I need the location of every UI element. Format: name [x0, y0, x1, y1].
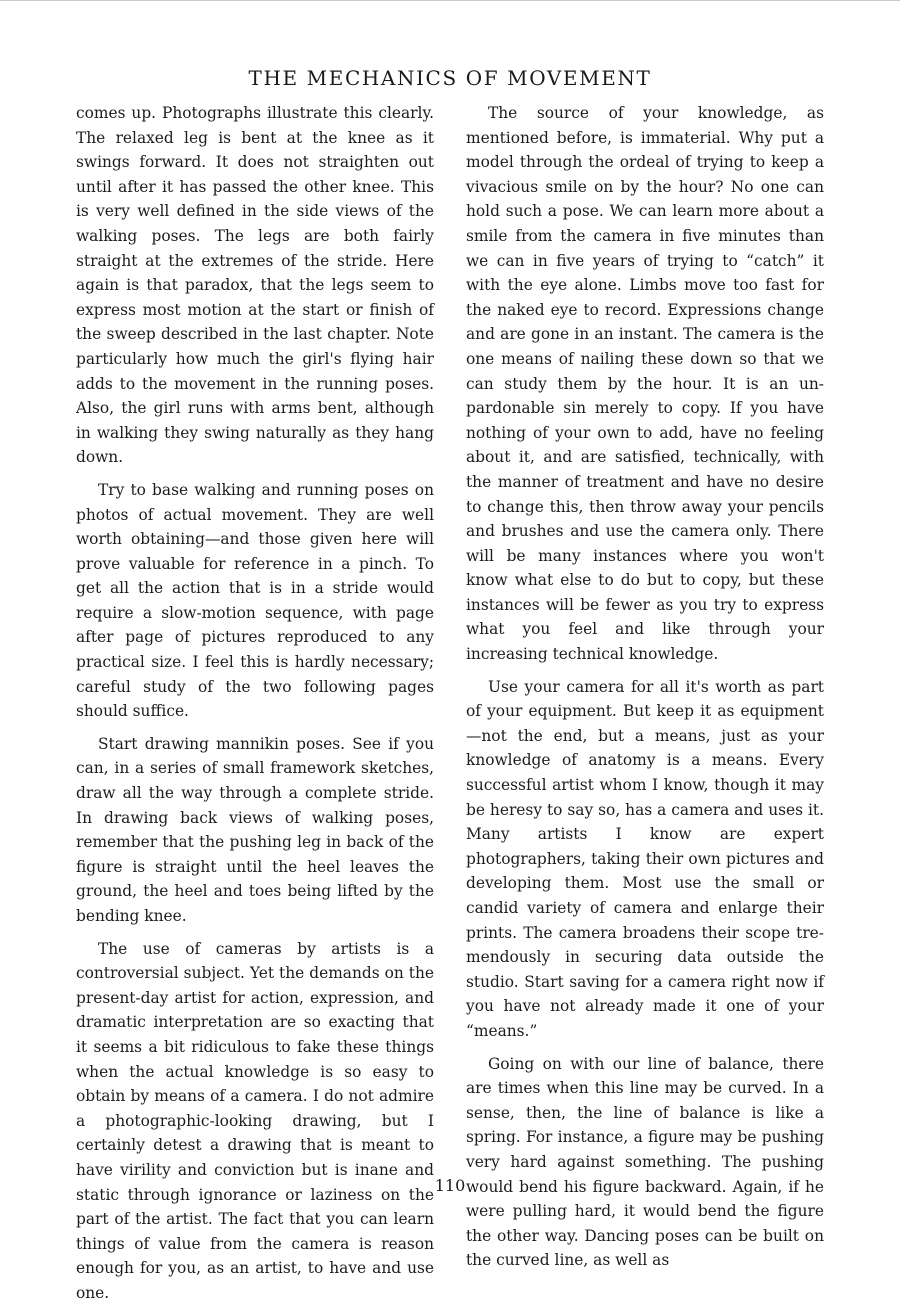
running-head: THE MECHANICS OF MOVEMENT [248, 66, 652, 90]
page-number: 110 [434, 1176, 466, 1195]
page-edge-rule [0, 0, 900, 1]
right-column [466, 101, 824, 1281]
left-column [76, 101, 434, 1314]
left-paragraph-1: comes up. Photographs illustrate this clearly. The relaxed leg is bent at the knee as it swings forward. It does not straighten out until after it has passed the other knee. This is very well defined in the side views of the walking poses. The legs are both fairly straight at the extremes of the stride. Here again is that paradox, that the legs seem to express most motion at the start or finish of the sweep described in the last chapter. Note particularly how much the girl's flying hair adds to the movement in the running poses. Also, the girl runs with arms bent, although in walking they swing naturally as they hang down. [76, 104, 434, 467]
right-paragraph-3: Going on with our line of balance, there are times when this line may be curved. In a sense, then, the line of balance is like a spring. For instance, a figure may be pushing very hard against something. The pushing would bend his figure backward. Again, if he were pulling hard, it would bend the figure the other way. Dancing poses can be built on the curved line, as well as [466, 1054, 824, 1270]
right-paragraph-1: The source of your knowledge, as mentioned before, is immaterial. Why put a model through the ordeal of trying to keep a vivacious smile on by the hour? No one can hold such a pose. We can learn more about a smile from the camera in five minutes than we can in five years of trying to “catch” it with the eye alone. Limbs move too fast for the naked eye to record. Expressions change and are gone in an instant. The camera is the one means of nailing these down so that we can study them by the hour. It is an unpardonable sin merely to copy. If you have nothing of your own to add, have no feeling about it, and are satisfied, technically, with the manner of treatment and have no desire to change this, then throw away your pencils and brushes and use the camera only. There will be many instances where you won't know what else to do but to copy, but these instances will be fewer as you try to express what you feel and like through your increasing technical knowledge. [466, 104, 824, 664]
left-paragraph-3: Start drawing mannikin poses. See if you can, in a series of small framework sketches, draw all the way through a complete stride. In drawing back views of walking poses, remember that the pushing leg in back of the figure is straight until the heel leaves the ground, the heel and toes being lifted by the bending knee. [76, 734, 434, 925]
left-paragraph-4: The use of cameras by artists is a controversial subject. Yet the demands on the present-day artist for action, expression, and dramatic interpretation are so exacting that it seems a bit ridiculous to fake these things when the actual knowledge is so easy to obtain by means of a camera. I do not admire a photographic-looking drawing, but I certainly detest a drawing that is meant to have virility and conviction but is inane and static through ignorance or laziness on the part of the artist. The fact that you can learn things of value from the camera is reason enough for you, as an artist, to have and use one. [76, 939, 434, 1302]
right-paragraph-2: Use your camera for all it's worth as part of your equipment. But keep it as equipment—not the end, but a means, just as your knowledge of anatomy is a means. Every successful artist whom I know, though it may be heresy to say so, has a camera and uses it. Many artists I know are expert photographers, taking their own pictures and developing them. Most use the small or candid variety of camera and enlarge their prints. The camera broadens their scope tremendously in securing data outside the studio. Start saving for a camera right now if you have not already made it one of your “means.” [466, 677, 824, 1040]
left-paragraph-2: Try to base walking and running poses on photos of actual movement. They are well worth obtaining—and those given here will prove valuable for reference in a pinch. To get all the action that is in a stride would require a slow-motion sequence, with page after page of pictures reproduced to any practical size. I feel this is hardly necessary; careful study of the two following pages should suffice. [76, 480, 434, 721]
